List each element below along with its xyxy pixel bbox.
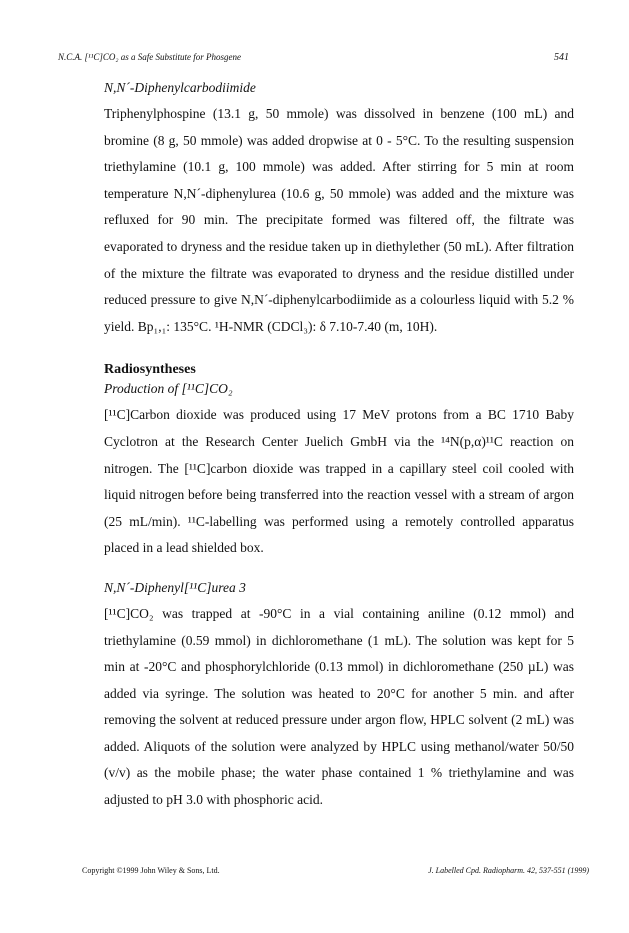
section-paragraph: [¹¹C]CO₂ was trapped at -90°C in a vial containing aniline (0.12 mmol) and triethylamine (0.59 mmol) in dichloromethane (1 mL). The solution was kept for 5 min at -20°C and phosphorylchloride (0.13 mmol) in dichloromethane (250 µL) was added via syringe. The solution was heated to 20°C for another 5 min. and after removing the solvent at reduced pressure under argon flow, HPLC solvent (2 mL) was added. Aliquots of the solution were analyzed by HPLC using methanol/water 50/50 (v/v) as the mobile phase; the water phase contained 1 % triethylamine and was adjusted to pH 3.0 with phosphoric acid. [104, 605, 574, 808]
section-heading: N,N´-Diphenyl[¹¹C]urea 3 [104, 579, 246, 595]
section-heading: N,N´-Diphenylcarbodiimide [104, 80, 256, 95]
copyright-notice: Copyright ©1999 John Wiley & Sons, Ltd. [82, 866, 220, 875]
subsection-heading: Production of [¹¹C]CO₂ [104, 381, 233, 397]
journal-citation: J. Labelled Cpd. Radiopharm. 42, 537-551 (1999) [428, 866, 589, 875]
section-radiosyntheses [104, 360, 574, 562]
section-paragraph: [¹¹C]Carbon dioxide was produced using 17 MeV protons from a BC 1710 Baby Cyclotron at the Research Center Juelich GmbH via the ¹⁴N(p,α)¹¹C reaction on nitrogen. The [¹¹C]carbon dioxide was trapped in a capillary steel coil cooled with liquid nitrogen before being transferred into the reaction vessel with a stream of argon (25 mL/min). ¹¹C-labelling was performed using a remotely controlled apparatus placed in a lead shielded box. [104, 407, 574, 556]
section-paragraph: Triphenylphospine (13.1 g, 50 mmole) was dissolved in benzene (100 mL) and bromine (8 g, 50 mmole) was added dropwise at 0 - 5°C. To the resulting suspension triethylamine (10.1 g, 100 mmole) was added. After stirring for 5 min at room temperature N,N´-diphenylurea (10.6 g, 50 mmole) was added and the mixture was refluxed for 90 min. The precipitate formed was filtered off, the filtrate was evaporated to dryness and the residue taken up in diethylether (50 mL). After filtration of the mixture the filtrate was evaporated to dryness and the residue distilled under reduced pressure to give N,N´-diphenylcarbodiimide as a colourless liquid with 5.2 % yield. Bp₁,₁: 135°C. ¹H-NMR (CDCl₃): δ 7.10-7.40 (m, 10H). [104, 106, 574, 334]
section-diphenylcarbodiimide [104, 78, 574, 340]
section-heading: Radiosyntheses [104, 362, 196, 378]
running-title: N.C.A. [¹¹C]CO₂ as a Safe Substitute for Phosgene [58, 52, 242, 62]
article-body [104, 78, 574, 814]
running-header [58, 52, 569, 66]
page-footer [82, 866, 589, 878]
page-number: 541 [554, 52, 569, 63]
section-diphenylurea [104, 578, 574, 814]
